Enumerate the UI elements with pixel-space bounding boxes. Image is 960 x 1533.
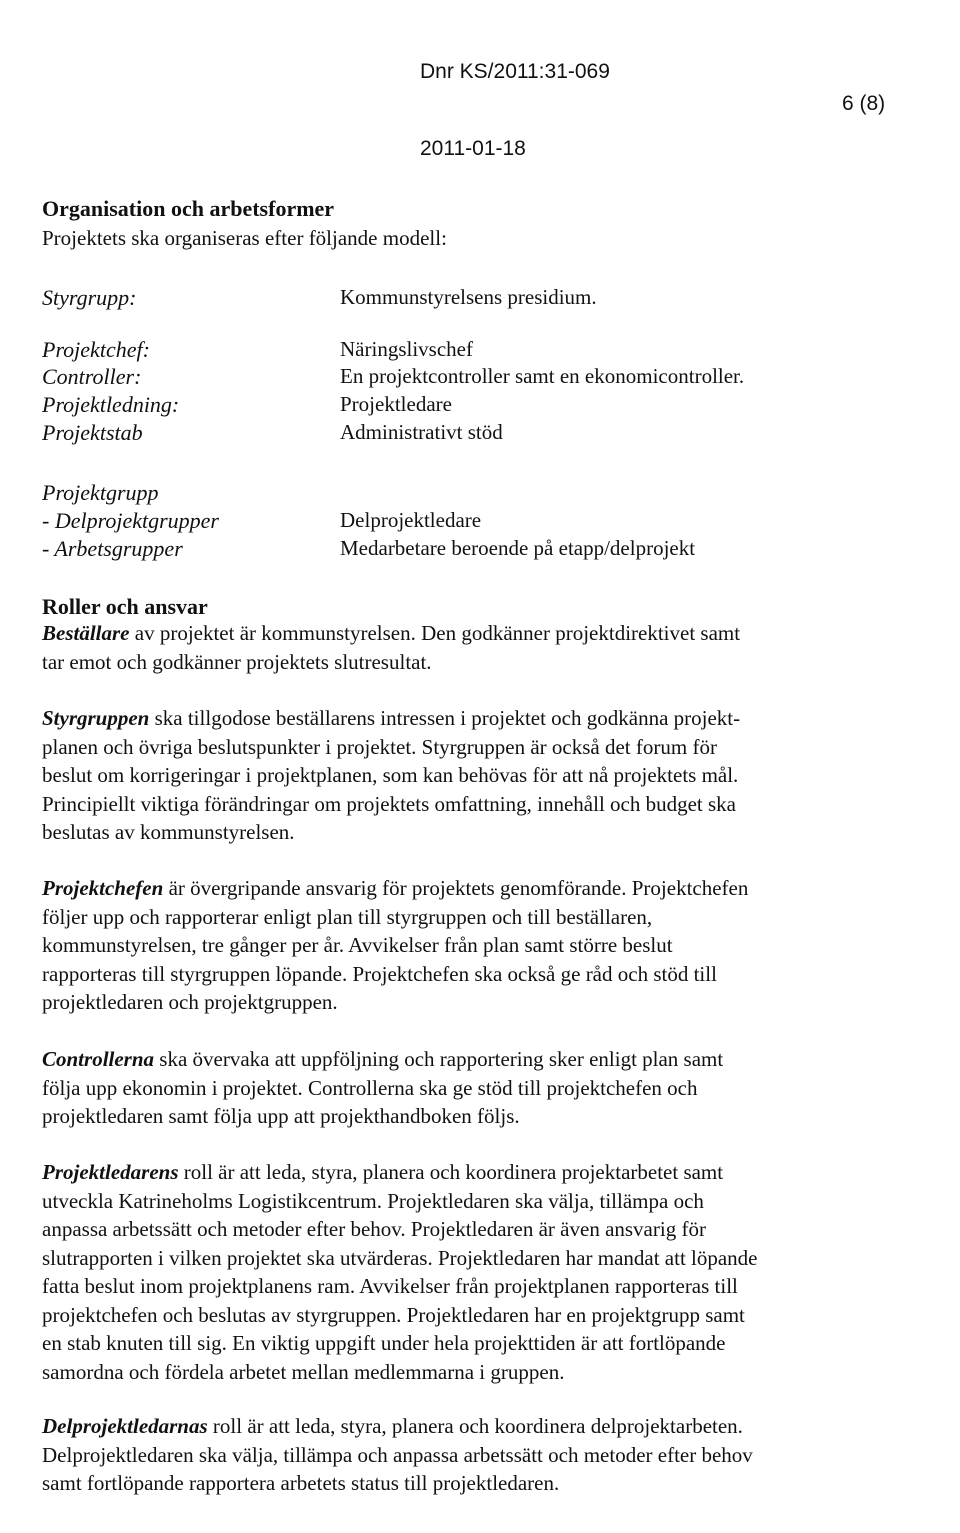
para-line: är övergripande ansvarig för projektets genomförande. Projektchefen xyxy=(163,876,749,900)
para-line: av projektet är kommunstyrelsen. Den godkänner projektdirektivet samt xyxy=(129,621,741,645)
term: Beställare xyxy=(42,621,130,645)
para-line: slutrapporten i vilken projektet ska utvärderas. Projektledaren har mandat att löpande xyxy=(42,1245,758,1270)
para-line: fatta beslut inom projektplanens ram. Avvikelser från projektplanen rapporteras till xyxy=(42,1274,738,1298)
org-label: Projektstab xyxy=(42,420,143,445)
org-value: Administrativt stöd xyxy=(340,420,503,444)
para-line: projektledaren samt följa upp att projekthandboken följs. xyxy=(42,1104,520,1128)
para-line: planen och övriga beslutspunkter i projektet. Styrgruppen är också det forum för xyxy=(42,734,717,759)
paragraph-controllerna xyxy=(42,1045,862,1131)
org-value: Delprojektledare xyxy=(340,508,482,532)
paragraph-projektledarens xyxy=(42,1158,862,1386)
para-line: tar emot och godkänner projektets slutresultat. xyxy=(42,649,432,674)
para-line: en stab knuten till sig. En viktig uppgift under hela projekttiden är att fortlöpande xyxy=(42,1331,726,1355)
para-line: utveckla Katrineholms Logistikcentrum. Projektledaren ska välja, tillämpa och xyxy=(42,1188,704,1213)
para-line: följa upp ekonomin i projektet. Controllerna ska ge stöd till projektchefen och xyxy=(42,1075,698,1100)
para-line: beslut om korrigeringar i projektplanen, som kan behövas för att nå projektets mål. xyxy=(42,763,739,787)
term: Projektledarens xyxy=(42,1160,179,1184)
org-value: Projektledare xyxy=(340,392,452,416)
term: Projektchefen xyxy=(42,876,164,900)
org-label: Projektchef: xyxy=(42,337,150,362)
section-intro: Projektets ska organiseras efter följande modell: xyxy=(42,226,447,250)
paragraph-delprojektledarnas xyxy=(42,1412,862,1498)
org-value: Kommunstyrelsens presidium. xyxy=(340,285,597,309)
paragraph-styrgruppen xyxy=(42,704,862,847)
term: Controllerna xyxy=(42,1047,155,1071)
section-title-roller: Roller och ansvar xyxy=(42,594,208,619)
para-line: beslutas av kommunstyrelsen. xyxy=(42,820,295,844)
para-line: ska övervaka att uppföljning och rapportering sker enligt plan samt xyxy=(154,1047,724,1071)
para-line: rapporteras till styrgruppen löpande. Projektchefen ska också ge råd och stöd till xyxy=(42,961,717,986)
term: Delprojektledarnas xyxy=(42,1414,208,1438)
para-line: roll är att leda, styra, planera och koordinera delprojektarbeten. xyxy=(207,1414,743,1438)
para-line: kommunstyrelsen, tre gånger per år. Avvikelser från plan samt större beslut xyxy=(42,933,673,957)
org-label: - Delprojektgrupper xyxy=(42,508,219,533)
para-line: Delprojektledaren ska välja, tillämpa och anpassa arbetssätt och metoder efter behov xyxy=(42,1442,753,1467)
org-label: - Arbetsgrupper xyxy=(42,536,183,561)
org-value: Näringslivschef xyxy=(340,337,473,361)
org-value: Medarbetare beroende på etapp/delprojekt xyxy=(340,536,696,560)
org-label: Controller: xyxy=(42,364,142,389)
paragraph-bestallare xyxy=(42,619,862,676)
para-line: roll är att leda, styra, planera och koordinera projektarbetet samt xyxy=(178,1160,724,1184)
para-line: Principiellt viktiga förändringar om projektets omfattning, innehåll och budget ska xyxy=(42,791,737,816)
para-line: anpassa arbetssätt och metoder efter behov. Projektledaren är även ansvarig för xyxy=(42,1217,706,1241)
document-date: 2011-01-18 xyxy=(420,137,526,160)
org-label: Projektgrupp xyxy=(42,480,159,505)
org-value: En projektcontroller samt en ekonomicontroller. xyxy=(340,364,745,388)
para-line: samordna och fördela arbetet mellan medlemmarna i gruppen. xyxy=(42,1359,565,1384)
org-label: Projektledning: xyxy=(42,392,180,417)
para-line: ska tillgodose beställarens intressen i projektet och godkänna projekt- xyxy=(149,706,741,730)
para-line: projektledaren och projektgruppen. xyxy=(42,990,338,1014)
para-line: samt fortlöpande rapportera arbetets status till projektledaren. xyxy=(42,1471,560,1495)
section-title-organisation: Organisation och arbetsformer xyxy=(42,196,335,221)
para-line: följer upp och rapporterar enligt plan till styrgruppen och till beställaren, xyxy=(42,904,653,929)
org-label: Styrgrupp: xyxy=(42,285,137,310)
page-number: 6 (8) xyxy=(842,92,886,115)
term: Styrgruppen xyxy=(42,706,150,730)
document-number: Dnr KS/2011:31-069 xyxy=(420,60,610,83)
para-line: projektchefen och beslutas av styrgruppen. Projektledaren har en projektgrupp samt xyxy=(42,1302,745,1327)
paragraph-projektchefen xyxy=(42,874,862,1017)
